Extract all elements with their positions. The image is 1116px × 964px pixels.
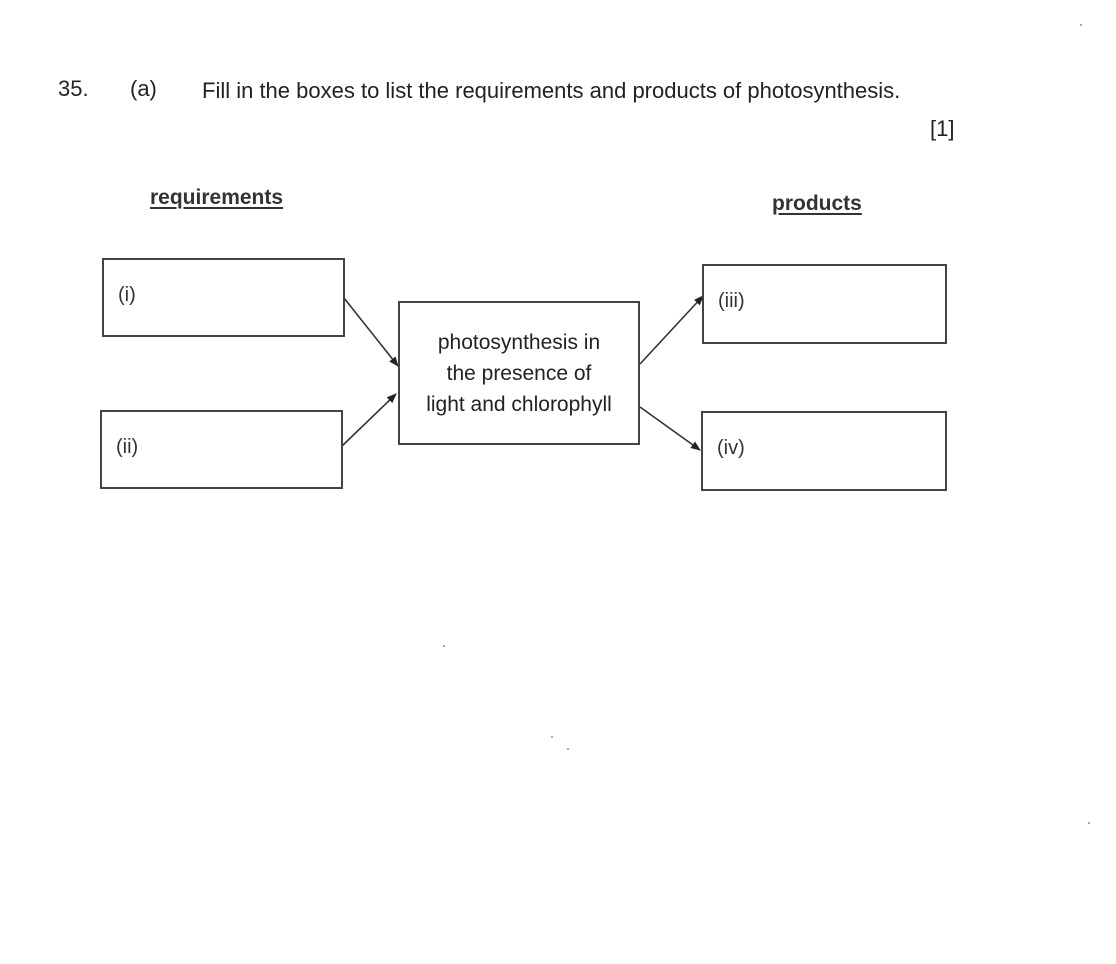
question-part: (a): [130, 76, 157, 101]
product-box-iii[interactable]: [702, 264, 947, 344]
question-number: 35.: [58, 76, 89, 101]
requirement-box-ii[interactable]: [100, 410, 343, 489]
box-label-iii: (iii): [718, 290, 745, 312]
box-label-i: (i): [118, 284, 136, 306]
photosynthesis-process-box: [398, 301, 640, 445]
process-description: photosynthesis in the presence of light and chlorophyll: [426, 330, 612, 416]
question-text: Fill in the boxes to list the requirements and products of photosynthesis.: [202, 78, 901, 103]
arrow-center-to-iv: [640, 407, 700, 450]
box-label-ii: (ii): [116, 436, 139, 458]
arrow-ii-to-center: [342, 394, 396, 446]
requirements-heading: requirements: [150, 186, 284, 209]
arrow-i-to-center: [344, 298, 398, 366]
scan-speck: [567, 748, 569, 750]
products-heading: products: [772, 192, 862, 215]
scan-speck: [443, 645, 445, 647]
box-label-iv: (iv): [717, 437, 745, 459]
scan-speck: [1080, 24, 1082, 26]
question-marks: [1]: [930, 116, 955, 141]
arrow-center-to-iii: [640, 296, 703, 364]
scan-speck: [1088, 822, 1090, 824]
scan-speck: [551, 736, 553, 738]
requirement-box-i[interactable]: [102, 258, 345, 337]
product-box-iv[interactable]: [701, 411, 947, 491]
